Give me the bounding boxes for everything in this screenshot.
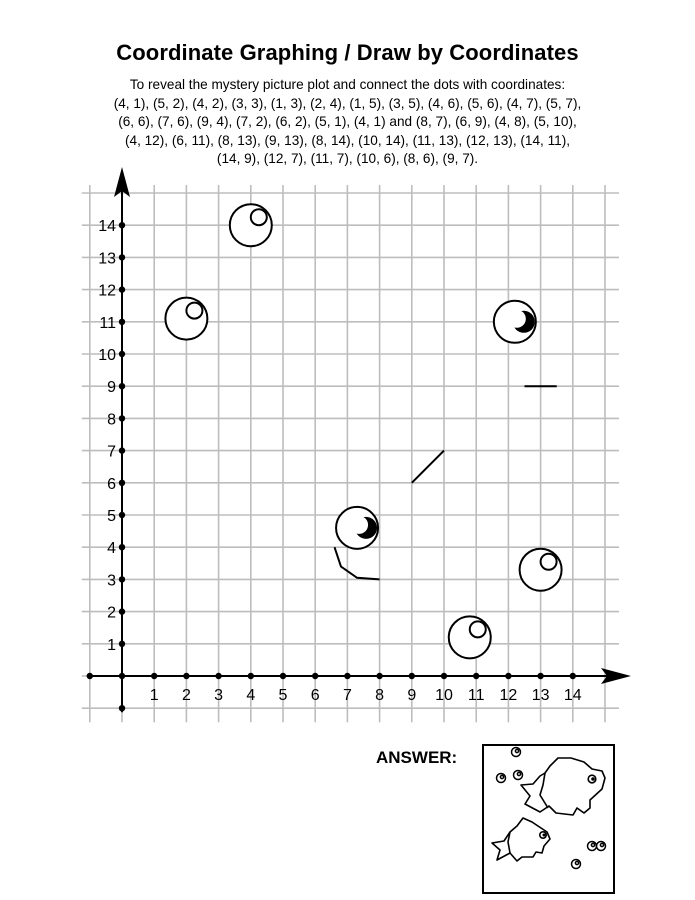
x-tick-label: 9: [407, 687, 417, 704]
x-tick-label: 5: [278, 687, 288, 704]
bubble-icon: [572, 860, 581, 869]
y-tick-label: 13: [98, 250, 116, 268]
instruction-line: (4, 12), (6, 11), (8, 13), (9, 13), (8, 14), (10, 14), (11, 13), (12, 13), (14, 11),: [124, 132, 570, 148]
y-tick-label: 14: [98, 218, 116, 236]
bubble-icon: [597, 842, 606, 851]
y-tick-label: 3: [107, 572, 116, 590]
instruction-line: (14, 9), (12, 7), (11, 7), (10, 6), (8, 6), (9, 7).: [216, 151, 479, 166]
y-tick-label: 4: [107, 540, 116, 558]
x-tick-label: 14: [563, 687, 582, 704]
y-tick-label: 6: [107, 475, 116, 493]
instruction-line: To reveal the mystery picture plot and connect the dots with coordinates:: [129, 77, 566, 92]
instruction-line: (4, 1), (5, 2), (4, 2), (3, 3), (1, 3), (2, 4), (1, 5), (3, 5), (4, 6), (5, 6), (4, 7), (5, 7),: [113, 95, 582, 111]
x-tick-label: 7: [342, 687, 352, 704]
instruction-line: (6, 6), (7, 6), (9, 4), (7, 2), (6, 2), (5, 1), (4, 1) and (8, 7), (6, 9), (4, 8), (5, 10),: [118, 114, 577, 129]
x-tick-label: 11: [467, 687, 485, 704]
y-tick-label: 12: [98, 282, 116, 300]
x-tick-label: 12: [499, 687, 518, 704]
y-tick-label: 9: [107, 379, 116, 397]
y-tick-label: 5: [107, 508, 116, 525]
y-tick-label: 11: [99, 314, 116, 332]
y-tick-label: 8: [107, 411, 116, 429]
x-tick-label: 3: [214, 687, 224, 704]
bubble-icon: [514, 771, 523, 780]
page-title: Coordinate Graphing / Draw by Coordinates: [116, 40, 579, 65]
x-tick-label: 1: [149, 687, 159, 704]
bubble-icon: [497, 774, 506, 783]
x-tick-label: 8: [375, 687, 385, 704]
y-tick-label: 1: [107, 636, 116, 654]
y-tick-label: 7: [107, 443, 116, 461]
bubble-icon: [512, 748, 521, 757]
answer-label: ANSWER:: [376, 748, 458, 767]
bubble-icon: [588, 842, 597, 851]
x-tick-label: 2: [181, 687, 191, 704]
x-tick-label: 6: [310, 687, 320, 704]
x-tick-label: 10: [435, 687, 453, 704]
x-tick-label: 4: [246, 687, 256, 704]
y-tick-label: 2: [107, 604, 116, 622]
y-tick-label: 10: [98, 347, 116, 364]
x-tick-label: 13: [531, 687, 550, 704]
